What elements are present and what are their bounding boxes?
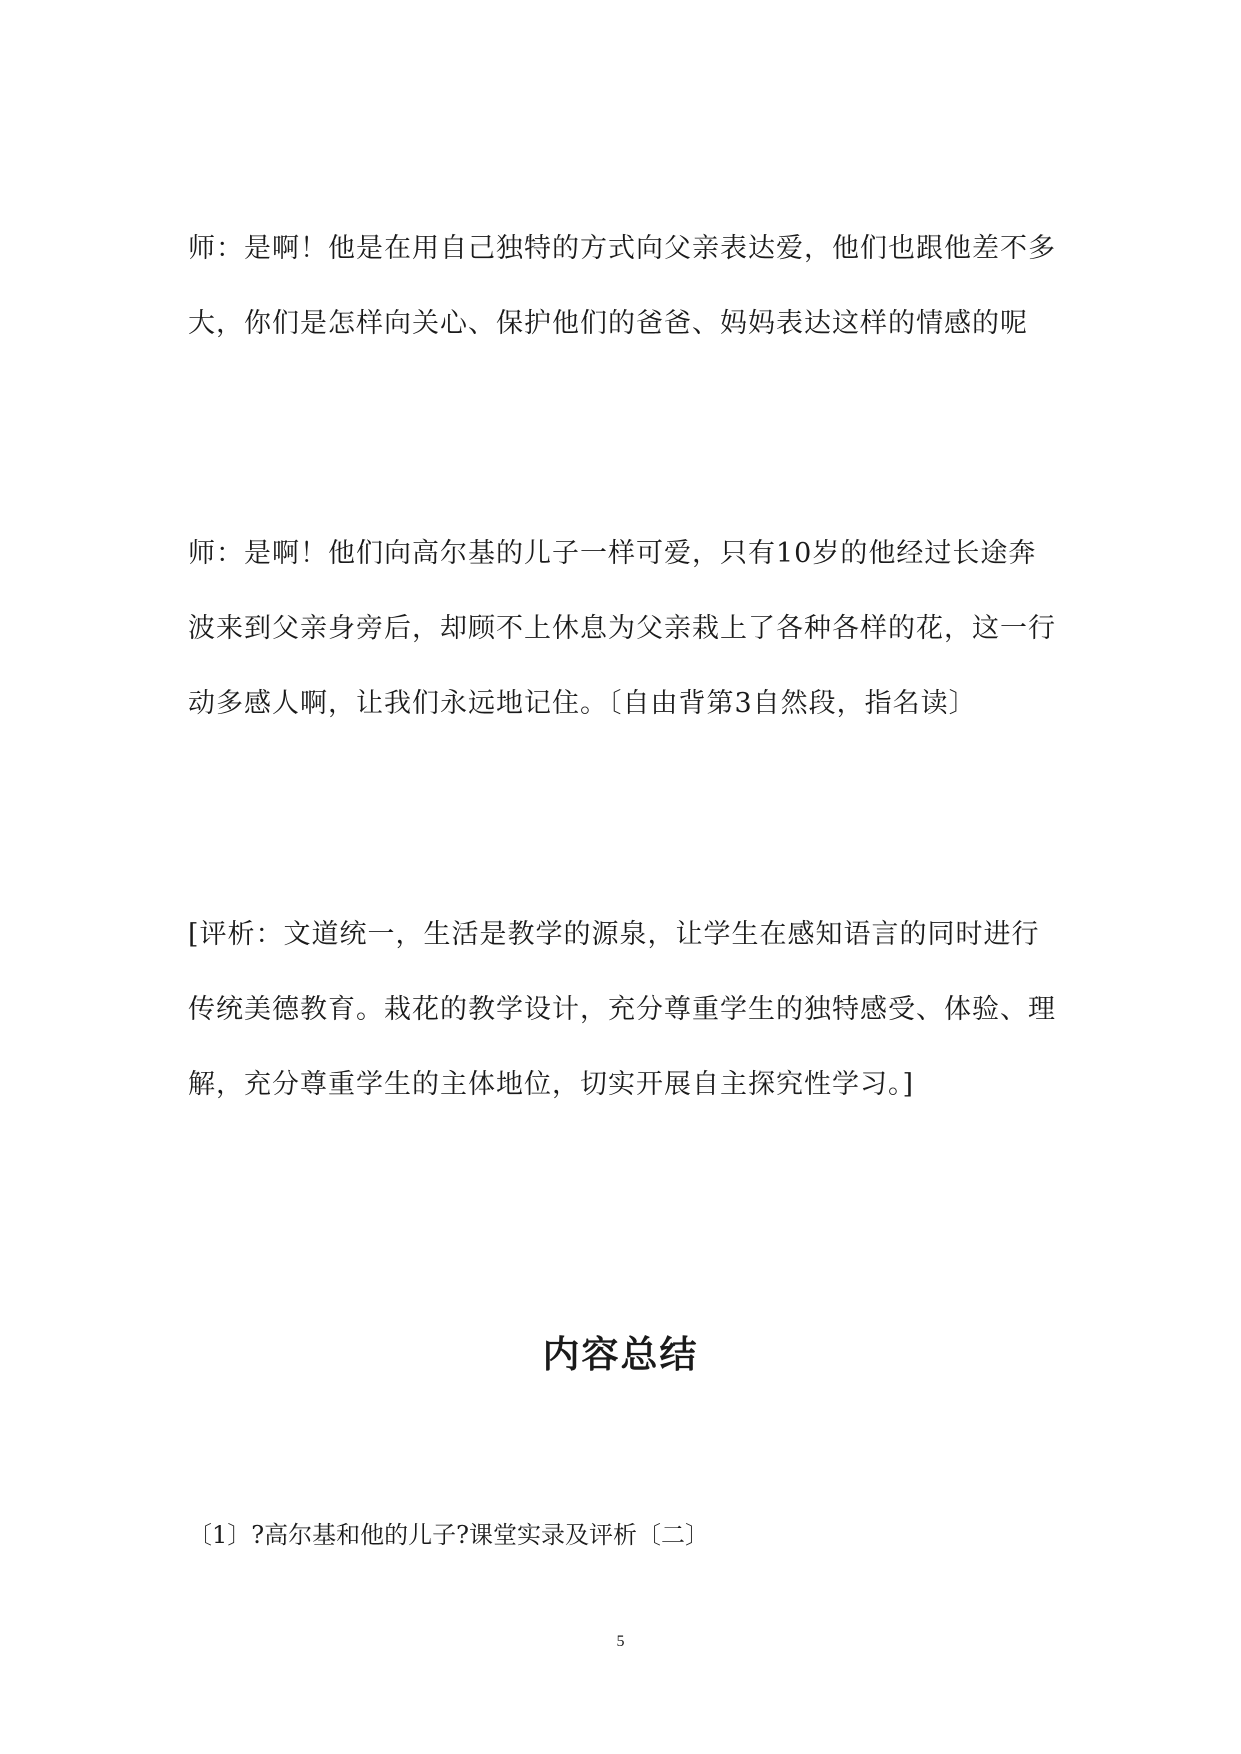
summary-heading: 内容总结: [542, 1333, 699, 1376]
paragraph-commentary: [评析：文道统一，生活是教学的源泉，让学生在感知语言的同时进行传统美德教育。栽花的教学设计，充分尊重学生的独特感受、体验、理解，充分尊重学生的主体地位，切实开展自主探究性学习。]: [188, 919, 1056, 1100]
page-number: 5: [616, 1633, 625, 1650]
paragraph-teacher-response-1: 师：是啊！他是在用自己独特的方式向父亲表达爱，他们也跟他差不多大，你们是怎样向关心、保护他们的爸爸、妈妈表达这样的情感的呢: [188, 233, 1056, 339]
paragraph-teacher-response-2: 师：是啊！他们向高尔基的儿子一样可爱，只有10岁的他经过长途奔波来到父亲身旁后，却顾不上休息为父亲栽上了各种各样的花，这一行动多感人啊，让我们永远地记住。〔自由背第3自然段，指名读〕: [188, 538, 1056, 719]
summary-item: 〔1〕?高尔基和他的儿子?课堂实录及评析〔二〕: [188, 1521, 710, 1549]
